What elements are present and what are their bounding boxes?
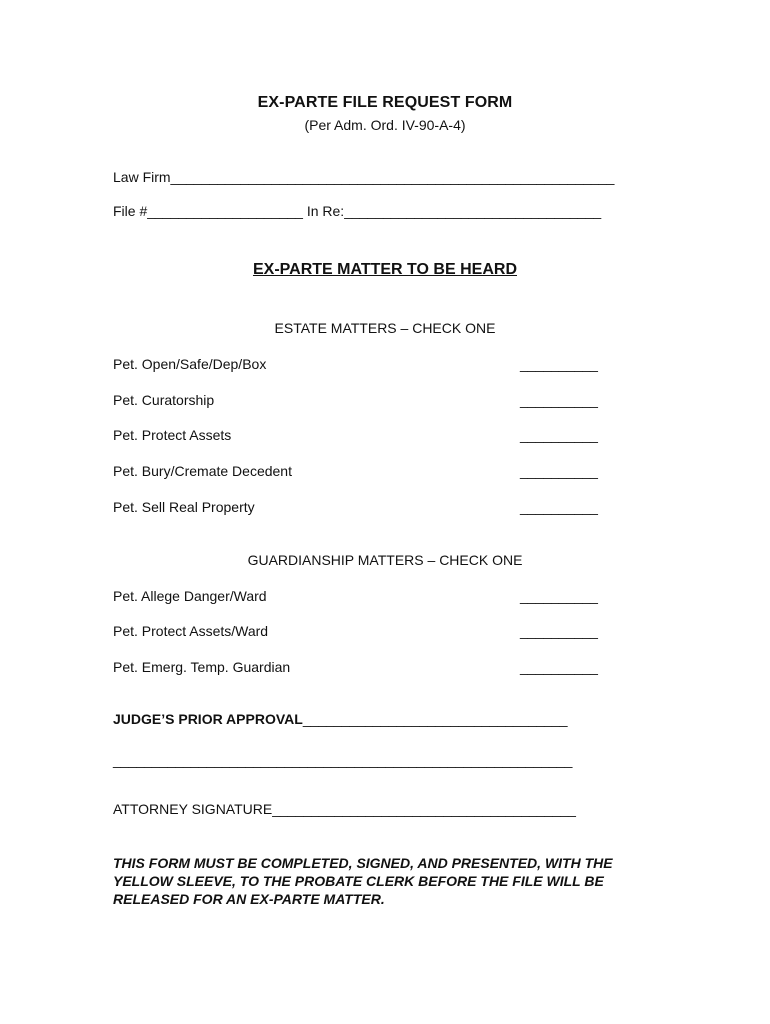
attorney-signature-row — [113, 801, 576, 817]
estate-item-check[interactable]: __________ — [520, 392, 598, 408]
file-number-in-re-field[interactable]: File #____________________ In Re:_________________________________ — [113, 203, 602, 219]
guardianship-item-label: Pet. Emerg. Temp. Guardian — [113, 659, 291, 675]
guardianship-item-check[interactable]: __________ — [520, 659, 598, 675]
judge-approval-label: JUDGE’S PRIOR APPROVAL — [113, 711, 303, 727]
estate-item-label: Pet. Open/Safe/Dep/Box — [113, 356, 267, 372]
law-firm-field[interactable]: Law Firm_________________________________________________________ — [113, 169, 615, 185]
estate-matters-heading: ESTATE MATTERS – CHECK ONE — [274, 320, 496, 336]
attorney-signature-field[interactable]: _______________________________________ — [272, 801, 576, 817]
guardianship-item-check[interactable]: __________ — [520, 623, 598, 639]
estate-item-check[interactable]: __________ — [520, 499, 598, 515]
filing-notice: THIS FORM MUST BE COMPLETED, SIGNED, AND PRESENTED, WITH THE YELLOW SLEEVE, TO THE PROBATE CLERK BEFORE THE FILE WILL BE RELEASED FOR AN EX-PARTE MATTER. — [113, 855, 613, 907]
guardianship-matters-heading: GUARDIANSHIP MATTERS – CHECK ONE — [247, 552, 523, 568]
guardianship-item-check[interactable]: __________ — [520, 588, 598, 604]
estate-item-label: Pet. Sell Real Property — [113, 499, 255, 515]
guardianship-item-label: Pet. Protect Assets/Ward — [113, 623, 269, 639]
estate-item-label: Pet. Bury/Cremate Decedent — [113, 463, 292, 479]
estate-item-label: Pet. Protect Assets — [113, 427, 232, 443]
judge-approval-row — [113, 711, 568, 727]
guardianship-item-label: Pet. Allege Danger/Ward — [113, 588, 267, 604]
estate-item-check[interactable]: __________ — [520, 463, 598, 479]
form-title: EX-PARTE FILE REQUEST FORM — [257, 94, 513, 111]
estate-item-label: Pet. Curatorship — [113, 392, 215, 408]
judge-approval-field[interactable]: __________________________________ — [302, 711, 568, 727]
form-subtitle: (Per Adm. Ord. IV-90-A-4) — [304, 117, 466, 133]
attorney-signature-label: ATTORNEY SIGNATURE — [113, 801, 273, 817]
estate-item-check[interactable]: __________ — [520, 427, 598, 443]
section-heading: EX-PARTE MATTER TO BE HEARD — [252, 261, 517, 278]
judge-approval-continuation-field[interactable]: ___________________________________________________________ — [113, 752, 573, 768]
estate-item-check[interactable]: __________ — [520, 356, 598, 372]
